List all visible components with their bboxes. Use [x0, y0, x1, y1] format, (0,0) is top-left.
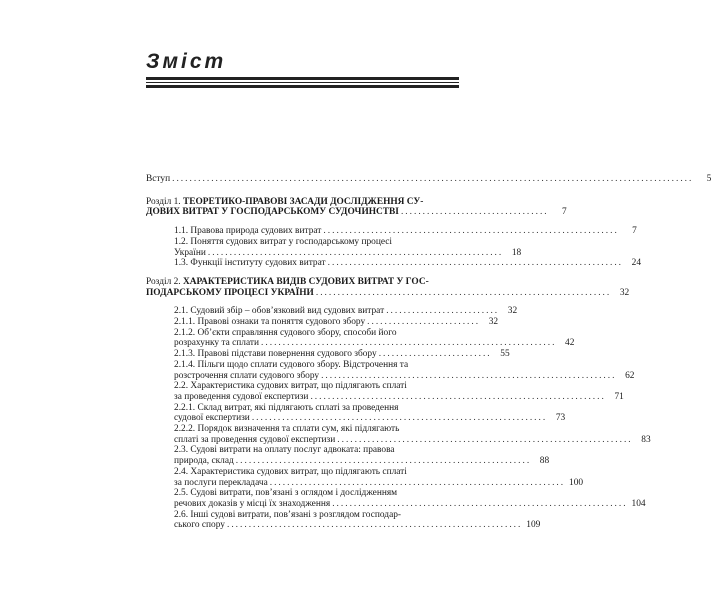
toc-entry-2-3[interactable]: 2.3. Судові витрати на оплату послуг адвоката: правова природа, склад .................................................................... 88	[174, 445, 550, 467]
toc-entry-2-2-1[interactable]: 2.2.1. Склад витрат, які підлягають сплаті за проведення судової експертизи .................................................................... 73	[174, 402, 566, 424]
leader-dots: ....................................................................	[315, 287, 612, 298]
toc-entry-label: Вступ	[146, 174, 171, 184]
chapter-title-line-2: ДОВИХ ВИТРАТ У ГОСПОДАРСЬКОМУ СУДОЧИНСТВІ	[146, 207, 399, 218]
toc-entry-2-5[interactable]: 2.5. Судові витрати, пов’язані з оглядом і дослідженням речових доказів у місці їх знаходження .................................................................... 104	[174, 488, 646, 509]
toc-entry-2-2[interactable]: 2.2. Характеристика судових витрат, що підлягають сплаті за проведення судової експертизи .................................................................... 71	[174, 381, 624, 402]
leader-dots: ........................................................................................................................	[172, 174, 694, 184]
leader-dots: ..........................	[367, 317, 481, 328]
toc-entry-page: 32	[619, 287, 630, 298]
leader-dots: ....................................................................	[327, 258, 624, 269]
toc-entry-2-1-1[interactable]: 2.1.1. Правові ознаки та поняття судового збору .......................... 32	[174, 317, 499, 328]
leader-dots: ....................................................................	[207, 247, 504, 258]
toc-entry-1-1[interactable]: 1.1. Правова природа судових витрат .................................................................... 7	[174, 226, 637, 237]
leader-dots: ....................................................................	[332, 498, 628, 509]
toc-chapter-1[interactable]	[146, 196, 567, 218]
toc-chapter-2[interactable]	[146, 276, 630, 298]
toc-entry-2-1-2[interactable]: 2.1.2. Об’єкти справляння судового збору, способи його розрахунку та сплати .................................................................... 42	[174, 327, 575, 349]
toc-entry-2-1-3[interactable]: 2.1.3. Правові підстави повернення судового збору .......................... 55	[174, 349, 510, 360]
toc-entry-intro[interactable]	[146, 174, 711, 185]
title-rule-thick-top	[146, 77, 459, 80]
table-of-contents	[146, 174, 711, 531]
toc-entry-2-1-4[interactable]: 2.1.4. Пільги щодо сплати судового збору. Відстрочення та розстрочення сплати судового збору .................................................................... 62	[174, 359, 635, 381]
leader-dots: ....................................................................	[235, 456, 532, 467]
page-title: Зміст	[146, 50, 227, 73]
leader-dots: ....................................................................	[337, 434, 633, 445]
toc-entry-page: 7	[561, 207, 567, 218]
title-rule-thick-bottom	[146, 85, 459, 88]
toc-entry-2-1[interactable]: 2.1. Судовий збір – обов’язковий вид судових витрат .......................... 32	[174, 306, 518, 317]
toc-entry-2-6[interactable]: 2.6. Інші судові витрати, пов’язані з розглядом господар- ського спору .................................................................... 109	[174, 509, 541, 531]
leader-dots: ....................................................................	[269, 477, 566, 488]
title-rule-thin	[146, 82, 459, 83]
chapter-prefix: Розділ 2.	[146, 276, 181, 287]
leader-dots: ....................................................................	[321, 370, 617, 381]
leader-dots: ..................................	[400, 207, 549, 218]
leader-dots: ....................................................................	[261, 338, 557, 349]
toc-entry-1-3[interactable]: 1.3. Функції інституту судових витрат .................................................................... 24	[174, 258, 642, 269]
chapter-title-line-1: ТЕОРЕТИКО-ПРАВОВІ ЗАСАДИ ДОСЛІДЖЕННЯ СУ-	[182, 196, 424, 207]
leader-dots: ....................................................................	[310, 391, 606, 402]
toc-entry-2-4[interactable]: 2.4. Характеристика судових витрат, що підлягають сплаті за послуги перекладача .................................................................... 100	[174, 466, 584, 488]
chapter-prefix: Розділ 1.	[146, 196, 181, 207]
leader-dots: ..........................	[386, 306, 500, 317]
chapter-title-line-2: ПОДАРСЬКОМУ ПРОЦЕСІ УКРАЇНИ	[146, 287, 314, 298]
leader-dots: ..........................	[378, 349, 492, 360]
chapter-title-line-1: ХАРАКТЕРИСТИКА ВИДІВ СУДОВИХ ВИТРАТ У ГОС-	[182, 276, 429, 287]
toc-entry-1-2[interactable]: 1.2. Поняття судових витрат у господарському процесі України .................................................................... 18	[174, 236, 522, 258]
leader-dots: ....................................................................	[323, 226, 619, 237]
toc-entry-2-2-2[interactable]: 2.2.2. Порядок визначення та сплати сум, які підлягають сплаті за проведення судової експертизи .................................................................... 83	[174, 424, 651, 445]
leader-dots: ....................................................................	[226, 520, 523, 531]
toc-entry-page: 5	[706, 174, 711, 184]
leader-dots: ....................................................................	[251, 413, 548, 424]
